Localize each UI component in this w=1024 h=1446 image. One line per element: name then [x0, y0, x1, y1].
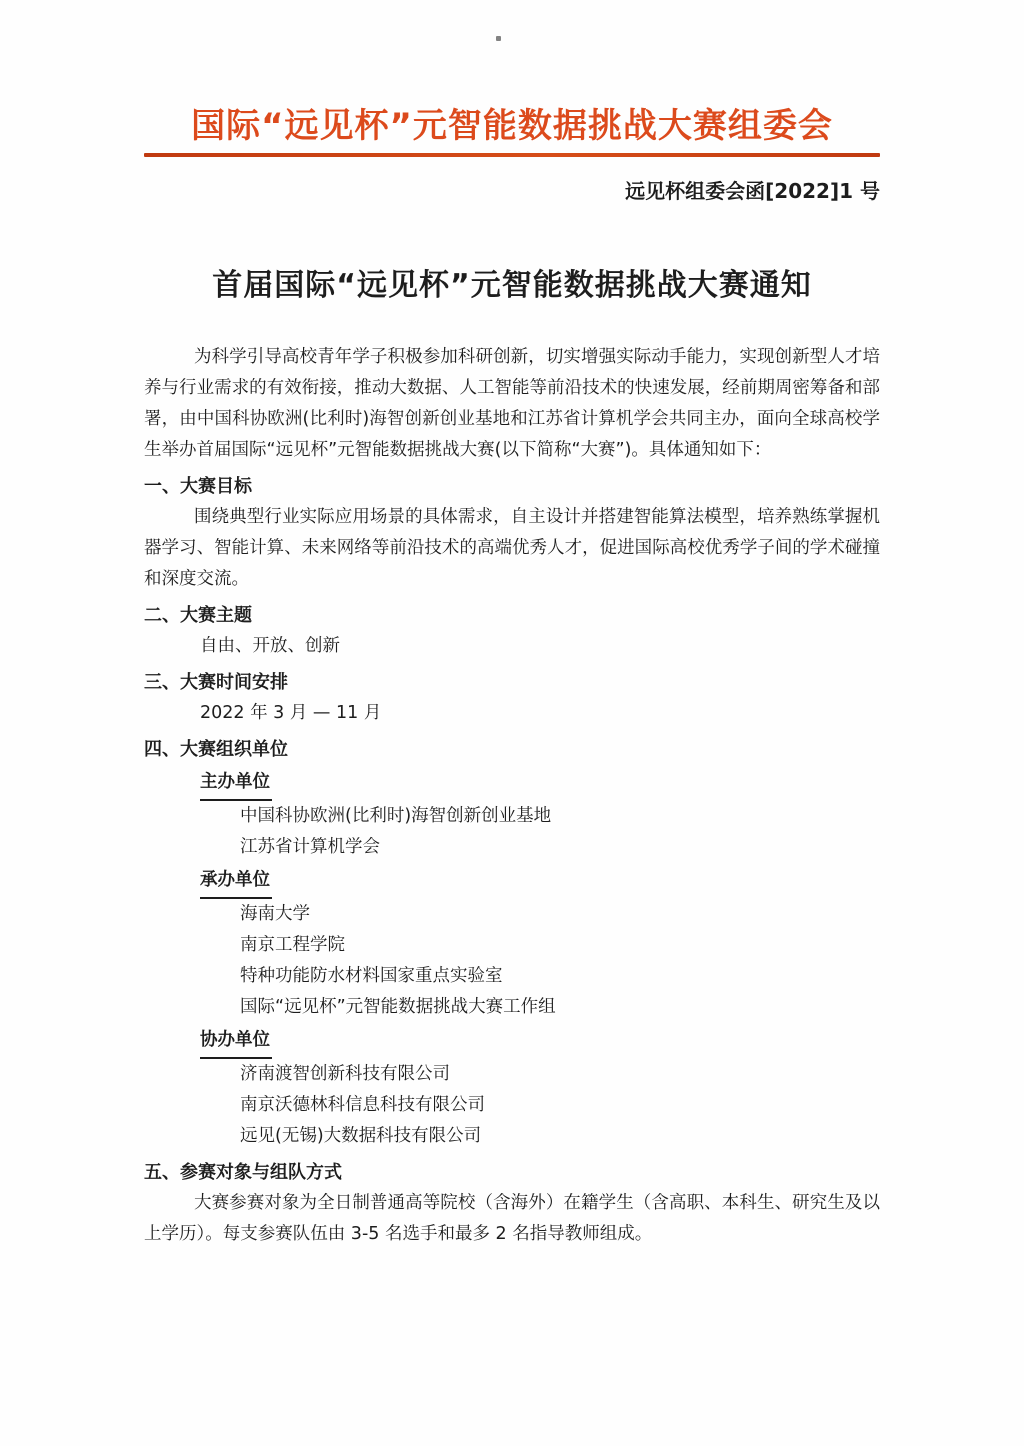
host-unit-item: 江苏省计算机学会 — [240, 837, 380, 857]
section-schedule-content: 2022 年 3 月 — 11 月 — [200, 703, 382, 723]
letterhead-divider-line — [144, 153, 880, 157]
section-participants-body: 大赛参赛对象为全日制普通高等院校（含海外）在籍学生（含高职、本科生、研究生及以上学历）。每支参赛队伍由 3-5 名选手和最多 2 名指导教师组成。 — [144, 1193, 880, 1244]
letterhead — [144, 98, 880, 204]
section-theme-content: 自由、开放、创新 — [200, 636, 340, 656]
section-schedule-heading: 三、大赛时间安排 — [144, 672, 288, 693]
section-goal-heading: 一、大赛目标 — [144, 476, 252, 497]
co-organizer-units-label — [144, 1025, 880, 1059]
intro-paragraph: 为科学引导高校青年学子积极参加科研创新，切实增强实际动手能力，实现创新型人才培养与行业需求的有效衔接，推动大数据、人工智能等前沿技术的快速发展，经前期周密筹备和部署，由中国科协欧洲(比利时)海智创新创业基地和江苏省计算机学会共同主办，面向全球高校学生举办首届国际“远见杯”元智能数据挑战大赛(以下简称“大赛”)。具体通知如下： — [144, 347, 880, 460]
host-units-label-text: 主办单位 — [200, 767, 272, 801]
section-theme-heading: 二、大赛主题 — [144, 605, 252, 626]
undertaker-unit-item: 南京工程学院 — [240, 935, 345, 955]
co-organizer-unit-item: 远见(无锡)大数据科技有限公司 — [240, 1126, 482, 1146]
page-content — [144, 0, 880, 1250]
section-organizers-heading: 四、大赛组织单位 — [144, 739, 288, 760]
section-goal-body: 围绕典型行业实际应用场景的具体需求，自主设计并搭建智能算法模型，培养熟练掌握机器学习、智能计算、未来网络等前沿技术的高端优秀人才，促进国际高校优秀学子间的学术碰撞和深度交流。 — [144, 507, 880, 589]
section-participants-heading: 五、参赛对象与组队方式 — [144, 1162, 342, 1183]
co-organizer-unit-item: 南京沃德林科信息科技有限公司 — [240, 1095, 485, 1115]
doc-number: 远见杯组委会函[2022]1 号 — [625, 179, 880, 203]
undertaker-unit-item: 海南大学 — [240, 904, 310, 924]
document-body — [144, 342, 880, 1250]
document-title: 首届国际“远见杯”元智能数据挑战大赛通知 — [212, 268, 812, 303]
undertaker-unit-item: 特种功能防水材料国家重点实验室 — [240, 966, 503, 986]
host-units-label — [144, 767, 880, 801]
host-unit-item: 中国科协欧洲(比利时)海智创新创业基地 — [240, 806, 552, 826]
co-organizer-units-label-text: 协办单位 — [200, 1025, 272, 1059]
undertaker-units-label — [144, 865, 880, 899]
co-organizer-unit-item: 济南渡智创新科技有限公司 — [240, 1064, 450, 1084]
document-main — [144, 260, 880, 1250]
undertaker-units-label-text: 承办单位 — [200, 865, 272, 899]
letterhead-org-title: 国际“远见杯”元智能数据挑战大赛组委会 — [191, 106, 833, 146]
undertaker-unit-item: 国际“远见杯”元智能数据挑战大赛工作组 — [240, 997, 556, 1017]
